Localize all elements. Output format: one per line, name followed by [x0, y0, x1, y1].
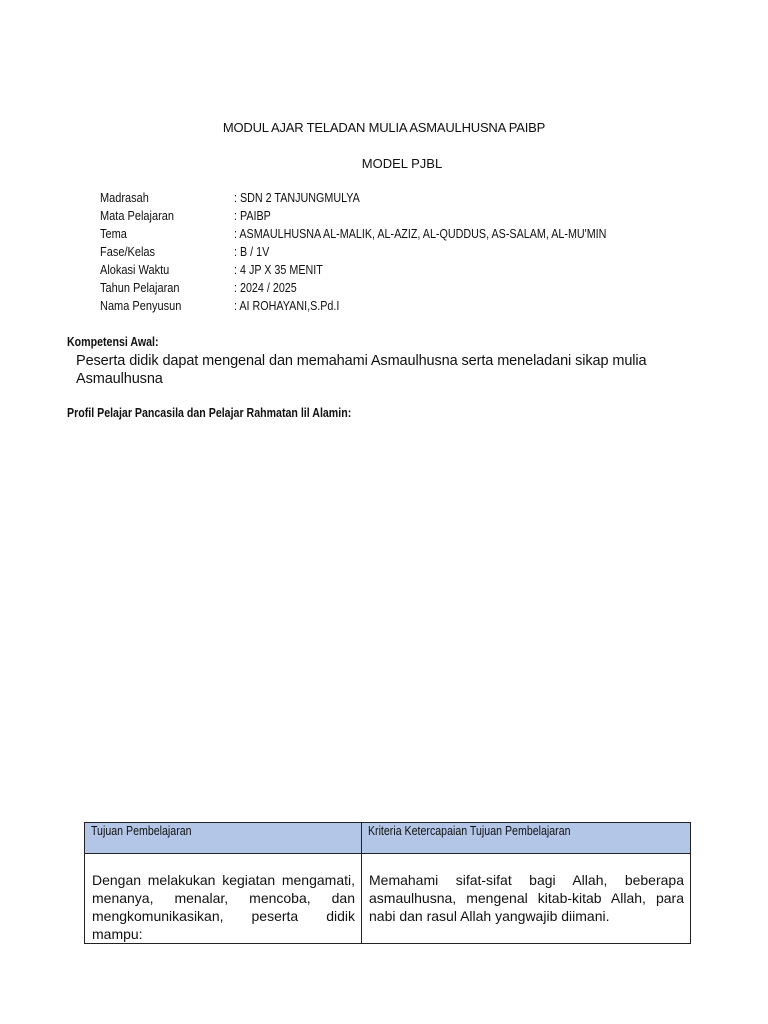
cell-kriteria-text: Memahami sifat-sifat bagi Allah, beberapa asmaulhusna, mengenal kitab-kitab Allah, para nabi dan rasul Allah yangwajib diimani.: [369, 872, 684, 924]
document-title: MODUL AJAR TELADAN MULIA ASMAULHUSNA PAIBP: [222, 120, 546, 135]
info-label: Alokasi Waktu: [100, 263, 170, 277]
profil-heading: Profil Pelajar Pancasila dan Pelajar Rahmatan lil Alamin:: [67, 406, 352, 420]
info-value: : SDN 2 TANJUNGMULYA: [234, 191, 360, 205]
header-kriteria: Kriteria Ketercapaian Tujuan Pembelajaran: [367, 824, 571, 838]
info-label: Madrasah: [100, 191, 149, 205]
info-label: Fase/Kelas: [100, 245, 156, 259]
table-cell: [362, 854, 691, 944]
table-header-cell: [85, 823, 362, 854]
table-header-row: [85, 823, 691, 854]
info-value: : ASMAULHUSNA AL-MALIK, AL-AZIZ, AL-QUDDUS, AS-SALAM, AL-MU'MIN: [234, 227, 607, 241]
kompetensi-heading: Kompetensi Awal:: [67, 335, 159, 349]
info-value: : 4 JP X 35 MENIT: [234, 263, 323, 277]
table-header-cell: [362, 823, 691, 854]
info-value: : B / 1V: [234, 245, 270, 259]
info-label: Mata Pelajaran: [100, 209, 174, 223]
info-value: : 2024 / 2025: [234, 281, 297, 295]
table-row: [85, 854, 691, 944]
learning-objectives-table: [84, 822, 691, 944]
info-value: : AI ROHAYANI,S.Pd.I: [234, 299, 340, 313]
info-value: : PAIBP: [234, 209, 271, 223]
info-label: Tema: [100, 227, 127, 241]
cell-tujuan-text: Dengan melakukan kegiatan mengamati, menanya, menalar, mencoba, dan mengkomunikasikan, peserta didik mampu:: [92, 872, 355, 942]
info-label: Nama Penyusun: [100, 299, 182, 313]
header-tujuan: Tujuan Pembelajaran: [90, 824, 192, 838]
info-label: Tahun Pelajaran: [100, 281, 180, 295]
kompetensi-paragraph: Peserta didik dapat mengenal dan memahami Asmaulhusna serta meneladani sikap mulia Asmaulhusna: [76, 353, 647, 387]
table-cell: [85, 854, 362, 944]
document-subtitle: MODEL PJBL: [361, 156, 443, 171]
